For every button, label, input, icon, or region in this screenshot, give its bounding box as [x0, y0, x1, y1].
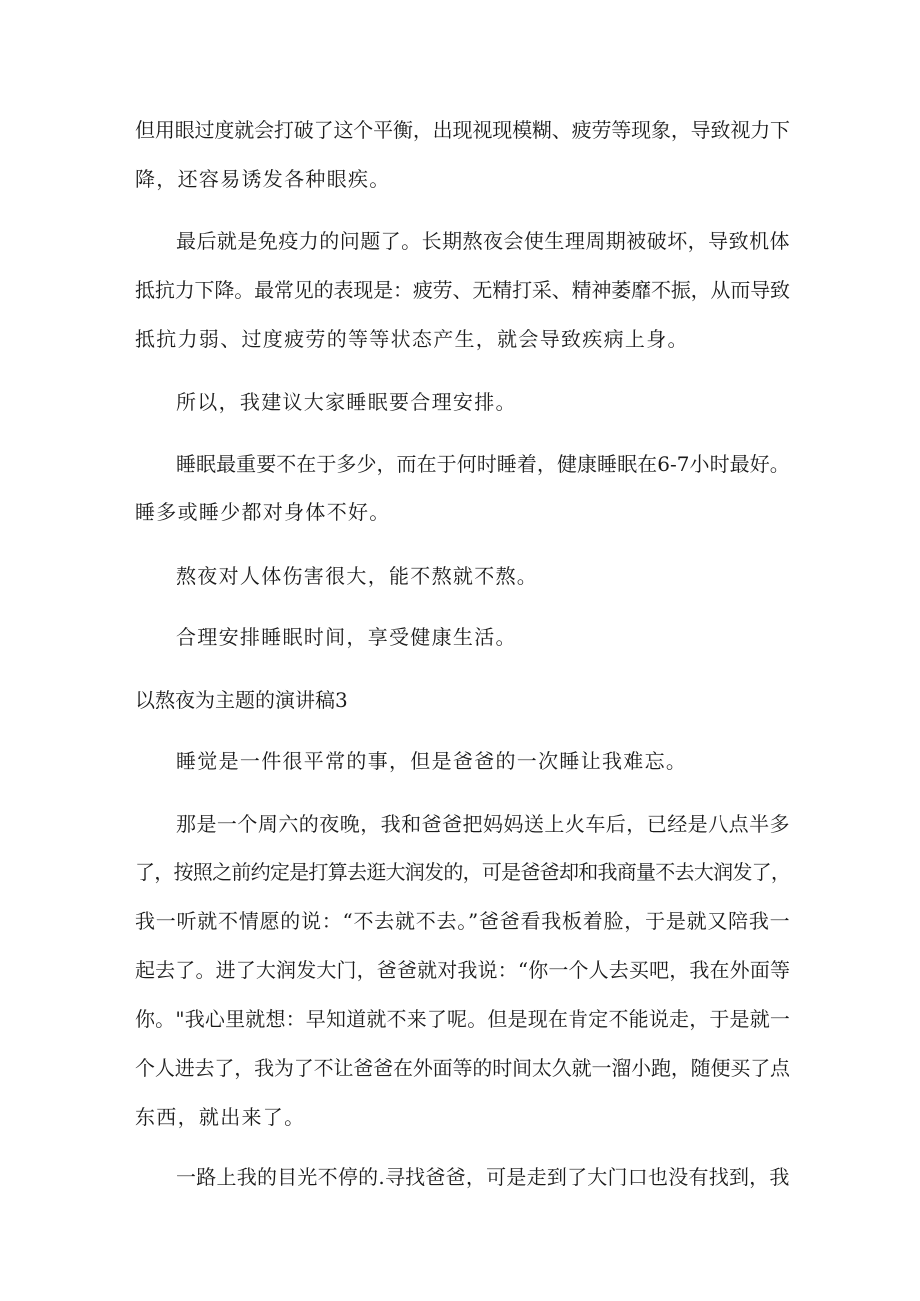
- paragraph-6-line-1: 合理安排睡眠时间，享受健康生活。: [176, 625, 517, 649]
- section-paragraph-3-line-1: 一路上我的目光不停的.寻找爸爸，可是走到了大门口也没有找到，我: [176, 1165, 790, 1189]
- paragraph-2-line-1: 最后就是免疫力的问题了。长期熬夜会使生理周期被破坏，导致机体: [176, 229, 790, 253]
- paragraph-2-line-2: 抵抗力下降。最常见的表现是：疲劳、无精打采、精神萎靡不振，从而导致: [135, 278, 790, 302]
- paragraph-1-line-1: 但用眼过度就会打破了这个平衡，出现视现模糊、疲劳等现象，导致视力下: [135, 118, 790, 142]
- paragraph-2-line-3: 抵抗力弱、过度疲劳的等等状态产生，就会导致疾病上身。: [135, 327, 689, 351]
- section-paragraph-2-line-7: 东西，就出来了。: [135, 1105, 306, 1129]
- section-paragraph-1-line-1: 睡觉是一件很平常的事，但是爸爸的一次睡让我难忘。: [176, 749, 688, 773]
- section-title: 以熬夜为主题的演讲稿3: [135, 688, 348, 712]
- paragraph-5-line-1: 熬夜对人体伤害很大，能不熬就不熬。: [176, 564, 539, 588]
- paragraph-1-line-2: 降，还容易诱发各种眼疾。: [135, 167, 391, 191]
- section-paragraph-2-line-4: 起去了。进了大润发大门，爸爸就对我说：“你一个人去买吧，我在外面等: [135, 958, 791, 982]
- section-paragraph-2-line-5: 你。"我心里就想：早知道就不来了呢。但是现在肯定不能说走，于是就一: [135, 1007, 791, 1031]
- section-paragraph-2-line-1: 那是一个周六的夜晚，我和爸爸把妈妈送上火车后，已经是八点半多: [176, 812, 790, 836]
- section-paragraph-2-line-6: 个人进去了，我为了不让爸爸在外面等的时间太久就一溜小跑，随便买了点: [135, 1056, 790, 1080]
- paragraph-3-line-1: 所以，我建议大家睡眠要合理安排。: [176, 390, 517, 414]
- paragraph-4-line-1: 睡眠最重要不在于多少，而在于何时睡着，健康睡眠在6-7小时最好。: [176, 452, 790, 476]
- paragraph-4-line-2: 睡多或睡少都对身体不好。: [135, 500, 391, 524]
- section-paragraph-2-line-3: 我一听就不情愿的说：“不去就不去。”爸爸看我板着脸，于是就又陪我一: [135, 909, 791, 933]
- section-paragraph-2-line-2: 了，按照之前约定是打算去逛大润发的，可是爸爸却和我商量不去大润发了，: [135, 860, 791, 884]
